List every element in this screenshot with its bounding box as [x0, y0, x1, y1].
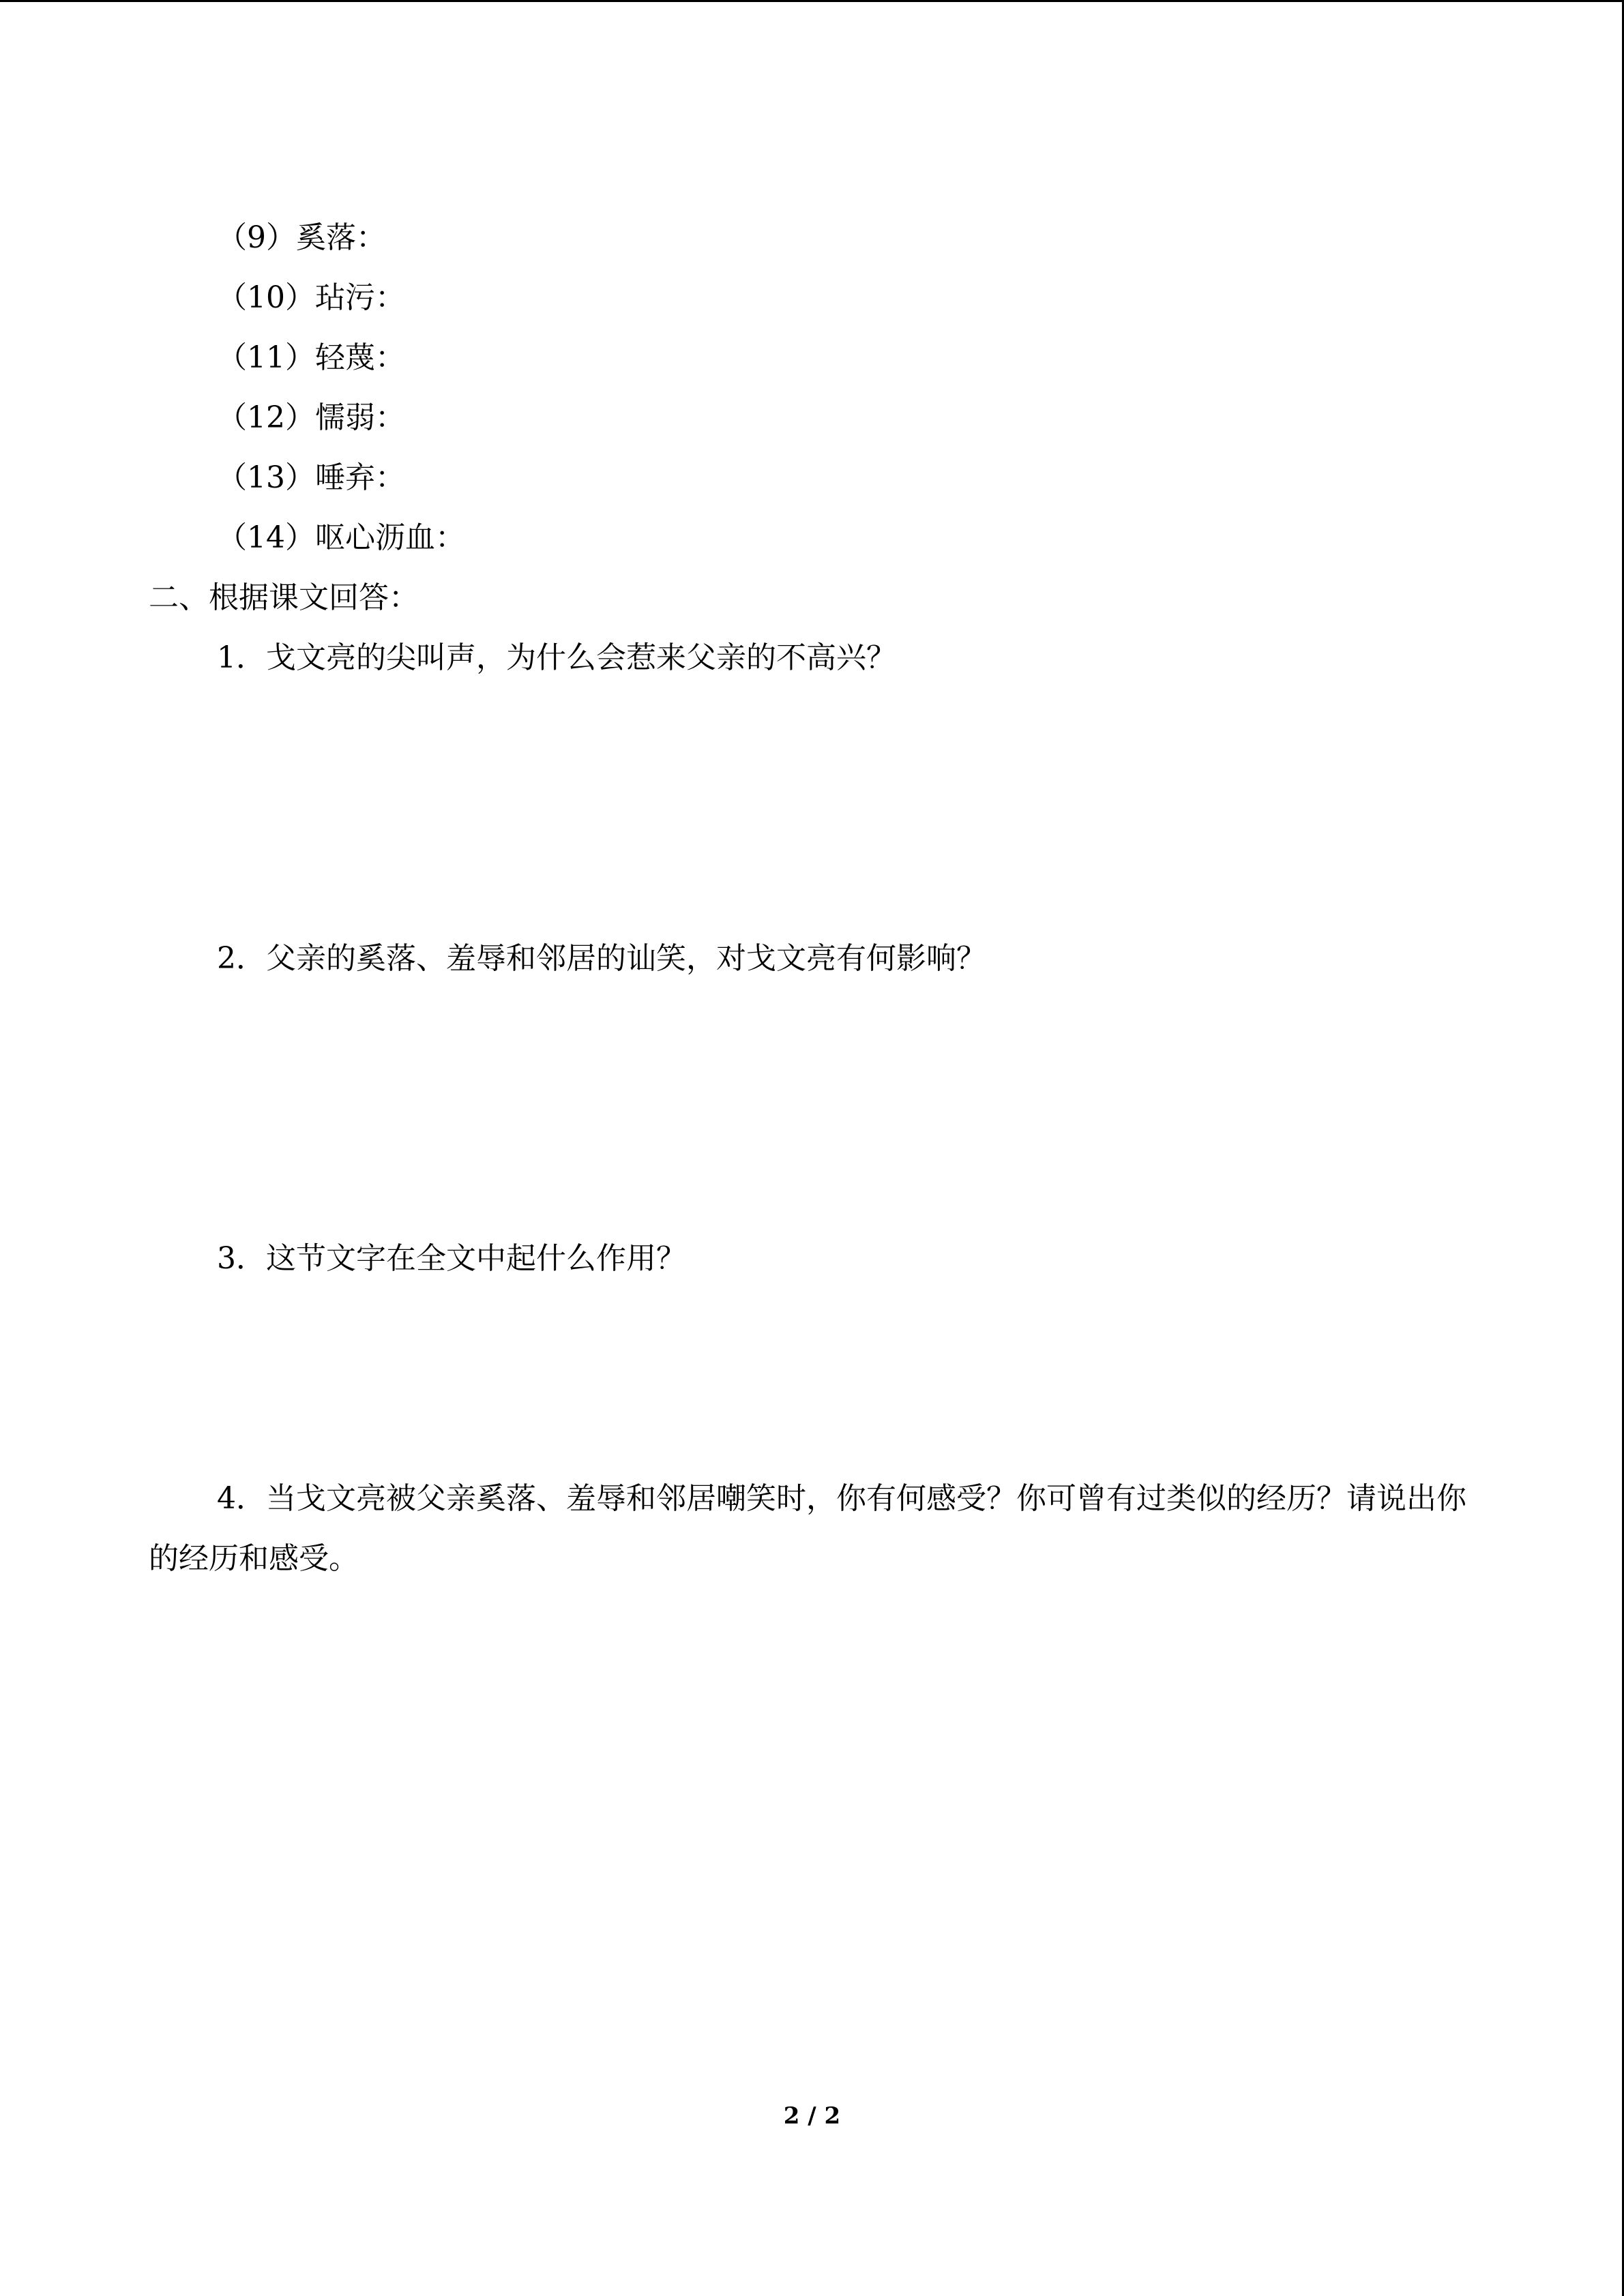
question-4: 4．当戈文亮被父亲奚落、羞辱和邻居嘲笑时，你有何感受？你可曾有过类似的经历？请说出你的经历和感受。	[149, 1481, 1466, 1576]
vocab-item-11: （11）轻蔑：	[217, 340, 405, 375]
vocab-item-9: （9）奚落：	[217, 220, 386, 255]
page-number: 2 / 2	[783, 2102, 841, 2130]
vocab-item-12: （12）懦弱：	[217, 400, 405, 435]
vocab-item-10: （10）玷污：	[217, 280, 405, 315]
vocab-item-14: （14）呕心沥血：	[217, 520, 465, 555]
section-two-heading: 二、根据课文回答：	[149, 580, 419, 615]
question-2: 2．父亲的奚落、羞辱和邻居的讪笑，对戈文亮有何影响？	[217, 941, 986, 976]
question-1: 1．戈文亮的尖叫声，为什么会惹来父亲的不高兴？	[217, 640, 896, 675]
vocab-item-13: （13）唾弃：	[217, 460, 405, 495]
question-3: 3．这节文字在全文中起什么作用？	[217, 1241, 686, 1276]
